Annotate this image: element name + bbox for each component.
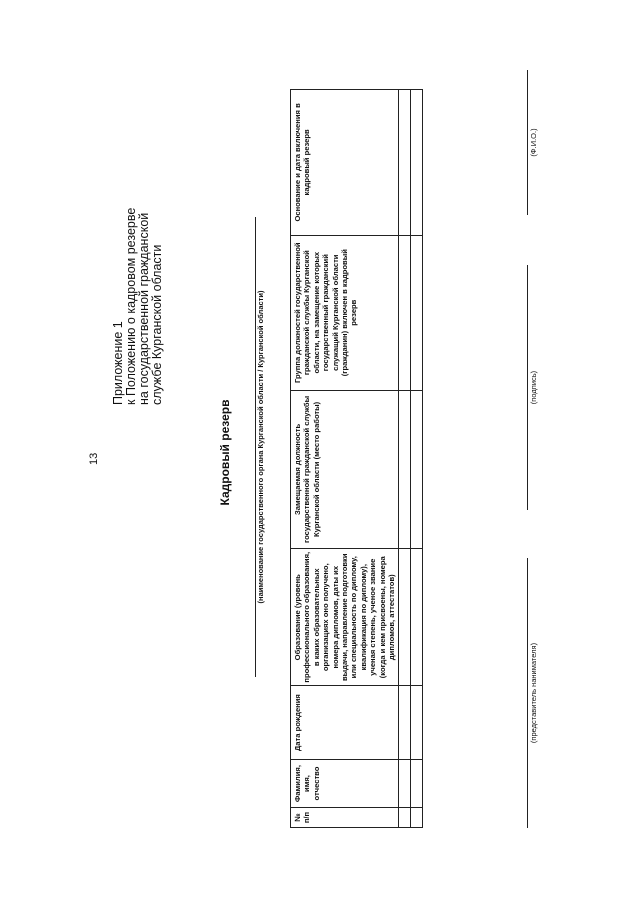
- table-cell: [411, 549, 423, 686]
- table-cell: [399, 549, 411, 686]
- header-position-group: Группа должностей государственной гражданской службы Курганской области, на замещение которых государственный гражданский служащий Курганской области (гражданин) включен в кадровый резерв: [291, 235, 399, 390]
- table-cell: [399, 808, 411, 828]
- appendix-line: службе Курганской области: [150, 244, 164, 405]
- header-birth-date: Дата рождения: [291, 686, 399, 760]
- name-caption: (Ф.И.О.): [529, 128, 538, 157]
- table-cell: [411, 235, 423, 390]
- table-row: [399, 90, 411, 828]
- table-cell: [411, 390, 423, 549]
- header-basis-date: Основание и дата включения в кадровый резерв: [291, 90, 399, 236]
- table-header-row: [291, 90, 399, 828]
- signature-line: [527, 265, 528, 510]
- employer-caption: (представитель нанимателя): [529, 642, 538, 744]
- name-line: [527, 70, 528, 215]
- table-cell: [399, 760, 411, 808]
- appendix-line: к Положению о кадровом резерве: [124, 207, 138, 405]
- table-cell: [399, 90, 411, 236]
- header-full-name: Фамилия, имя, отчество: [291, 760, 399, 808]
- table-cell: [399, 390, 411, 549]
- appendix-line: Приложение 1: [111, 321, 125, 405]
- header-position: Замещаемая должность государственной гражданской службы Курганской области (место работы): [291, 390, 399, 549]
- document-title: Кадровый резерв: [218, 399, 232, 506]
- appendix-line: на государственной гражданской: [137, 212, 151, 405]
- table-row: [411, 90, 423, 828]
- table-cell: [399, 235, 411, 390]
- page-number: 13: [88, 452, 100, 465]
- org-name-caption: (наименование государственного органа Курганской области / Курганской области): [256, 290, 265, 604]
- employer-signature-line: [527, 558, 528, 828]
- table-cell: [411, 686, 423, 760]
- table-cell: [411, 808, 423, 828]
- table-cell: [411, 760, 423, 808]
- signature-caption: (подпись): [529, 370, 538, 405]
- reserve-table: [290, 89, 423, 828]
- header-number: № п/п: [291, 808, 399, 828]
- table-cell: [411, 90, 423, 236]
- header-education: Образование (уровень профессионального образования, в каких образовательных организациях оно получено, номера дипломов, даты их выдачи, направление подготовки или специальность по диплому, квалификация по диплому), ученая степень, ученое звание (когда и кем присвоены, номера дипломов, аттестатов): [291, 549, 399, 686]
- table-cell: [399, 686, 411, 760]
- appendix-block: [112, 25, 164, 405]
